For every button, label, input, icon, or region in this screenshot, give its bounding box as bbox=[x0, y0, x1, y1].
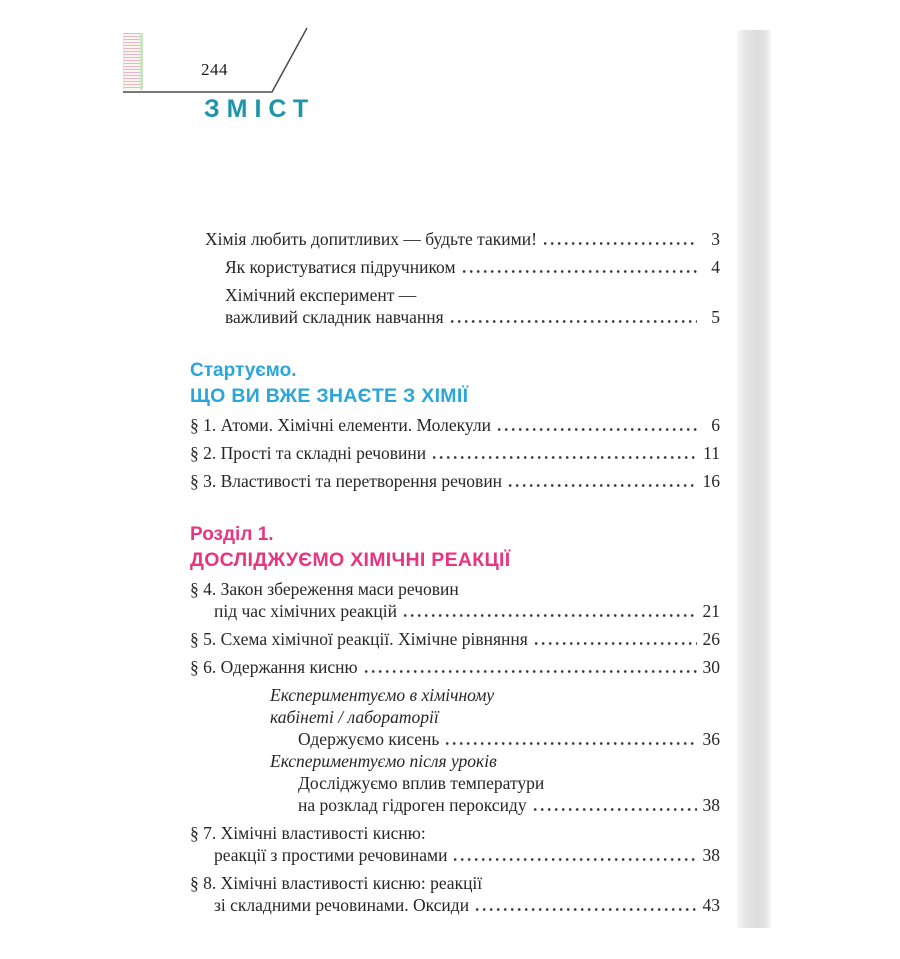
dot-leader bbox=[475, 907, 697, 912]
toc-entry bbox=[190, 872, 720, 916]
toc-entry-line: Експериментуємо в хімічному bbox=[270, 685, 495, 705]
toc-entry-text: Як користуватися підручником bbox=[225, 257, 456, 277]
toc-entry-text: § 6. Одержання кисню bbox=[190, 657, 358, 677]
table-of-contents bbox=[190, 228, 720, 922]
toc-entry-page: 4 bbox=[711, 257, 720, 277]
dot-leader bbox=[533, 807, 697, 812]
dot-leader bbox=[453, 857, 697, 862]
toc-entry-line: § 4. Закон збереження маси речовин bbox=[190, 579, 459, 599]
toc-entry-line bbox=[190, 656, 720, 678]
section-title: ДОСЛІДЖУЄМО ХІМІЧНІ РЕАКЦІЇ bbox=[190, 549, 511, 571]
toc-entry-text: Хімія любить допитливих — будьте такими! bbox=[205, 229, 537, 249]
toc-entry-page: 6 bbox=[711, 415, 720, 435]
toc-entry bbox=[190, 684, 720, 728]
toc-entry bbox=[190, 656, 720, 678]
toc-entry bbox=[190, 414, 720, 436]
page-edge-shadow bbox=[737, 30, 772, 928]
toc-entry-page: 38 bbox=[702, 795, 720, 815]
toc-entry-page: 26 bbox=[702, 629, 720, 649]
toc-entry-page: 36 bbox=[702, 729, 720, 749]
toc-entry-line: § 7. Хімічні властивості кисню: bbox=[190, 823, 426, 843]
toc-entry-text: важливий складник навчання bbox=[225, 307, 444, 327]
toc-entry-text: на розклад гідроген пероксиду bbox=[298, 795, 527, 815]
toc-section bbox=[190, 358, 720, 492]
dot-leader bbox=[508, 483, 697, 488]
toc-entry-page: 21 bbox=[702, 601, 720, 621]
toc-entry-line bbox=[190, 442, 720, 464]
section-kicker: Стартуємо. bbox=[190, 360, 297, 381]
section-title: ЩО ВИ ВЖЕ ЗНАЄТЕ З ХІМІЇ bbox=[190, 385, 469, 407]
toc-entry-text: § 2. Прості та складні речовини bbox=[190, 443, 427, 463]
toc-entry-line bbox=[190, 894, 720, 916]
toc-entry bbox=[190, 470, 720, 492]
dot-leader bbox=[364, 669, 697, 674]
toc-entry bbox=[190, 750, 720, 772]
toc-entry-page: 38 bbox=[702, 845, 720, 865]
toc-entry-text: § 1. Атоми. Хімічні елементи. Молекули bbox=[190, 415, 491, 435]
page-title: ЗМІСТ bbox=[204, 95, 316, 123]
toc-entry-page: 16 bbox=[702, 471, 720, 491]
toc-entry-line bbox=[190, 628, 720, 650]
toc-entry-line bbox=[190, 600, 720, 622]
toc-entry-line bbox=[190, 470, 720, 492]
dot-leader bbox=[432, 455, 697, 460]
toc-entry-text: під час хімічних реакцій bbox=[214, 601, 398, 621]
dot-leader bbox=[462, 269, 697, 274]
toc-entry-line bbox=[190, 414, 720, 436]
toc-entry bbox=[190, 772, 720, 816]
dot-leader bbox=[534, 641, 697, 646]
toc-entry-line: Досліджуємо вплив температури bbox=[298, 773, 545, 793]
toc-entry-line: Хімічний експеримент — bbox=[225, 285, 417, 305]
toc-entry-text: зі складними речовинами. Оксиди bbox=[214, 895, 470, 915]
dot-leader bbox=[450, 319, 697, 324]
toc-entry bbox=[190, 822, 720, 866]
toc-entry-text: § 5. Схема хімічної реакції. Хімічне рівняння bbox=[190, 629, 528, 649]
toc-entry-text: реакції з простими речовинами bbox=[214, 845, 448, 865]
toc-entry-page: 43 bbox=[702, 895, 720, 915]
toc-section bbox=[190, 522, 720, 916]
toc-entry-line: § 8. Хімічні властивості кисню: реакції bbox=[190, 873, 483, 893]
toc-entry-line bbox=[190, 794, 720, 816]
toc-entry bbox=[190, 578, 720, 622]
toc-entry-line bbox=[190, 228, 720, 250]
dot-leader bbox=[543, 241, 697, 246]
toc-entry-line bbox=[190, 728, 720, 750]
toc-entry-line: кабінеті / лабораторії bbox=[270, 707, 439, 727]
section-kicker: Розділ 1. bbox=[190, 524, 274, 545]
toc-entry bbox=[190, 228, 720, 250]
toc-entry bbox=[190, 728, 720, 750]
dot-leader bbox=[445, 741, 697, 746]
toc-entry bbox=[190, 256, 720, 278]
toc-entry-page: 11 bbox=[703, 443, 720, 463]
toc-entry-line bbox=[190, 844, 720, 866]
toc-entry-page: 3 bbox=[711, 229, 720, 249]
toc-entry-line bbox=[190, 306, 720, 328]
dot-leader bbox=[497, 427, 697, 432]
toc-entry-line bbox=[190, 256, 720, 278]
page-number: 244 bbox=[201, 60, 228, 79]
toc-entry bbox=[190, 628, 720, 650]
toc-entry-page: 30 bbox=[702, 657, 720, 677]
toc-entry-text: Одержуємо кисень bbox=[298, 729, 440, 749]
toc-entry-line: Експериментуємо після уроків bbox=[270, 751, 497, 771]
toc-entry bbox=[190, 284, 720, 328]
dot-leader bbox=[403, 613, 697, 618]
toc-entry-text: § 3. Властивості та перетворення речовин bbox=[190, 471, 503, 491]
toc-entry-page: 5 bbox=[711, 307, 720, 327]
toc-entry bbox=[190, 442, 720, 464]
toc-section bbox=[190, 228, 720, 328]
